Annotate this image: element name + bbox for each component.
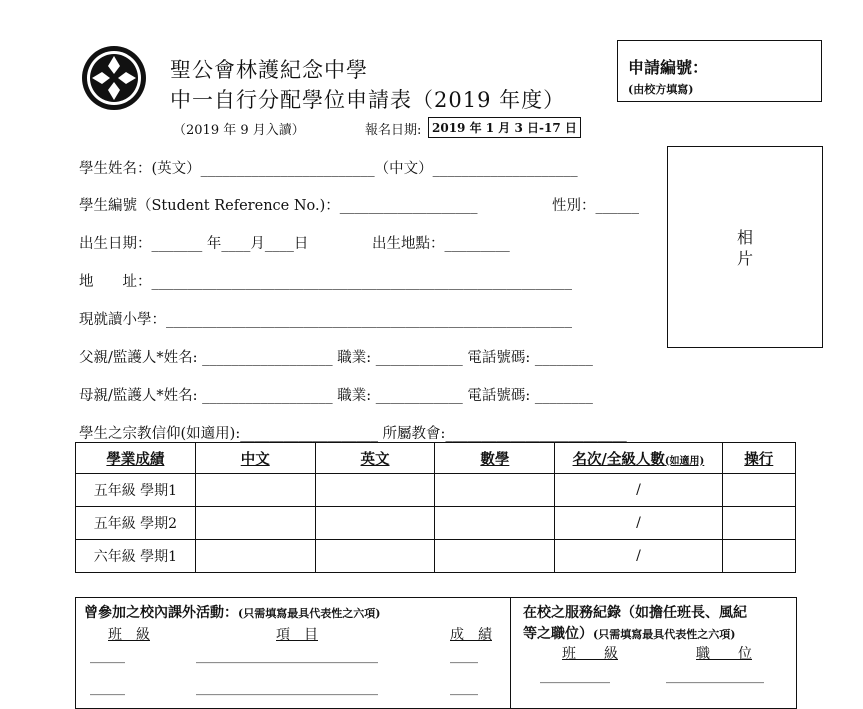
mother-field[interactable]: 母親/監護人*姓名: __________________ 職業: ____________ 電話號碼: ________ (79, 388, 593, 404)
grades-table (75, 442, 796, 573)
section-divider (510, 598, 511, 708)
grade-cell[interactable] (315, 474, 435, 507)
table-row (76, 507, 796, 540)
rank-cell[interactable]: / (555, 540, 722, 573)
services-col-post: 職 位 (696, 646, 752, 662)
header-conduct: 操行 (722, 443, 795, 474)
form-title: 中一自行分配學位申請表（2019 年度） (170, 88, 566, 112)
services-title-line1: 在校之服務紀錄（如擔任班長、風紀 (523, 605, 747, 621)
grade-cell[interactable] (435, 474, 555, 507)
activities-title: 曾參加之校內課外活動：(只需填寫最具代表性之六項) (84, 605, 381, 621)
conduct-cell[interactable] (722, 474, 795, 507)
grade-cell[interactable] (315, 540, 435, 573)
activities-services-box (75, 597, 797, 709)
student-name-field[interactable]: 學生姓名：(英文）________________________（中文）____________________ (79, 161, 578, 177)
gender-field[interactable]: 性別：______ (552, 198, 639, 214)
photo-box (667, 146, 823, 348)
school-logo (80, 44, 148, 112)
header-academic: 學業成績 (76, 443, 196, 474)
application-number-box (617, 40, 822, 102)
rank-cell[interactable]: / (555, 507, 722, 540)
header-chinese: 中文 (195, 443, 315, 474)
father-field[interactable]: 父親/監護人*姓名: __________________ 職業: ____________ 電話號碼: ________ (79, 350, 593, 366)
activities-col-class: 班 級 (108, 627, 150, 643)
birth-date-field[interactable]: 出生日期：_______ 年____月____日 (79, 236, 309, 252)
address-field[interactable]: 地 址：__________________________________________________________ (79, 274, 572, 290)
primary-school-field[interactable]: 現就讀小學：________________________________________________________ (79, 312, 572, 328)
header-math: 數學 (435, 443, 555, 474)
activities-col-result: 成 績 (450, 627, 492, 643)
school-name: 聖公會林護紀念中學 (170, 58, 368, 82)
table-row (76, 474, 796, 507)
grades-header-row (76, 443, 796, 474)
registration-label: 報名日期: (365, 123, 422, 138)
activity-class-line[interactable]: _____ (90, 648, 125, 664)
term-cell: 六年級 學期1 (76, 540, 196, 573)
activity-item-line[interactable]: __________________________ (196, 680, 378, 696)
conduct-cell[interactable] (722, 540, 795, 573)
service-post-line[interactable]: ______________ (666, 668, 764, 684)
grade-cell[interactable] (195, 474, 315, 507)
grade-cell[interactable] (435, 507, 555, 540)
activity-class-line[interactable]: _____ (90, 680, 125, 696)
activity-result-line[interactable]: ____ (450, 680, 478, 696)
term-cell: 五年級 學期1 (76, 474, 196, 507)
rank-cell[interactable]: / (555, 474, 722, 507)
grade-cell[interactable] (315, 507, 435, 540)
grade-cell[interactable] (195, 507, 315, 540)
grade-cell[interactable] (195, 540, 315, 573)
application-number-label: 申請編號： (628, 58, 709, 77)
student-ref-field[interactable]: 學生編號（Student Reference No.)：___________________ (79, 198, 478, 214)
header-english: 英文 (315, 443, 435, 474)
service-class-line[interactable]: __________ (540, 668, 610, 684)
enrollment-note: （2019 年 9 月入讀） (173, 123, 305, 138)
activities-col-item: 項 目 (276, 627, 318, 643)
services-col-class: 班 級 (562, 646, 618, 662)
religion-field[interactable]: 學生之宗教信仰(如適用):___________________ 所屬教會:_________________________ (79, 426, 627, 442)
photo-label: 相 片 (736, 228, 753, 268)
term-cell: 五年級 學期2 (76, 507, 196, 540)
application-number-note: (由校方填寫) (628, 83, 694, 96)
activity-item-line[interactable]: __________________________ (196, 648, 378, 664)
services-title-line2: 等之職位）(只需填寫最具代表性之六項) (523, 626, 736, 642)
grade-cell[interactable] (435, 540, 555, 573)
registration-dates: 2019 年 1 月 3 日-17 日 (428, 117, 581, 138)
activity-result-line[interactable]: ____ (450, 648, 478, 664)
table-row (76, 540, 796, 573)
birth-place-field[interactable]: 出生地點：_________ (372, 236, 510, 252)
conduct-cell[interactable] (722, 507, 795, 540)
header-rank: 名次/全級人數(如適用) (555, 443, 722, 474)
